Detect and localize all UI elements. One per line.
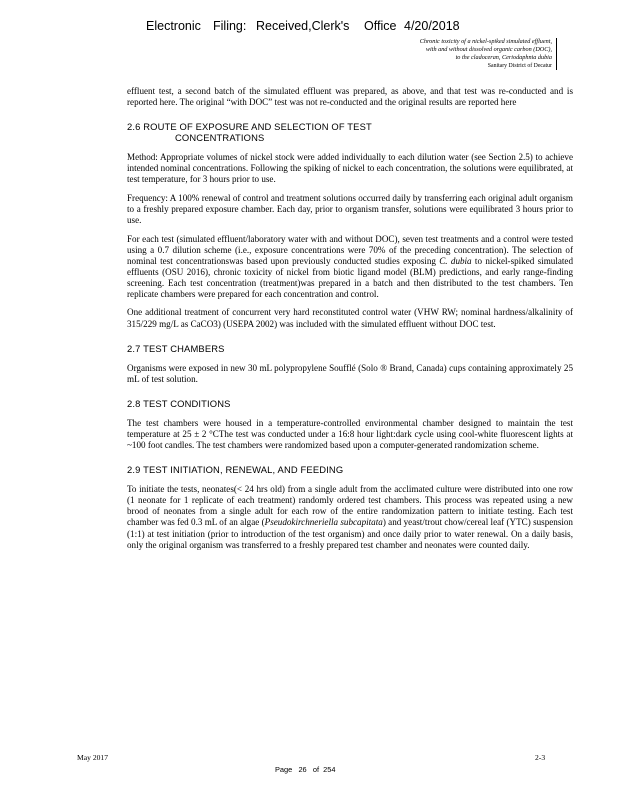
paragraph-initiation [127,484,573,551]
banner-date: 4/20/2018 [404,19,460,33]
header-note-line: with and without dissolved organic carbon (DOC), [425,46,552,53]
header-note-line: to the cladoceran, Ceriodaphnia dubia [455,54,552,61]
section-heading-line: CONCENTRATIONS [175,132,265,144]
section-heading-line: 2.6 ROUTE OF EXPOSURE AND SELECTION OF TEST [127,121,372,133]
footer-date: May 2017 [77,753,109,762]
paragraph-chambers: Organisms were exposed in new 30 mL polypropylene Soufflé (Solo ® Brand, Canada) cups containing approximately 25 mL of test solution. [127,362,573,384]
text-run: to nickel-spiked simulated effluents (OSU 2016), chronic toxicity of nickel from biotic ligand model (BLM) predictions, and early range-finding screening. Each test concentration (treatment)was prepared in a batch and then distributed to the test chambers. Ten replicate chambers were prepared for each concentration and control. [127,255,573,299]
footer-section-page: 2-3 [535,753,546,762]
section-heading-2-7: 2.7 TEST CHAMBERS [127,342,225,354]
banner-electronic: Electronic [146,19,201,33]
banner-received: Received,Clerk's [256,19,350,33]
text-run: ) and yeast/trout chow/cereal leaf (YTC) suspension (1:1) at test initiation (prior to introduction of the test organism) and once daily prior to water renewal. On a daily basis, only the original organism was transferred to a freshly prepared test chamber and neonates were counted daily. [127,517,573,550]
page-body [127,86,573,558]
page-number: 26 [298,765,307,774]
text-run: For each test (simulated effluent/laboratory water with and without DOC), seven test treatments and a control were tested using a 0.7 dilution scheme (i.e., exposure concentrations were 70% of the preceding concentration). The selection of nominal test concentrationswas based upon previously conducted studies exposing [127,233,573,266]
page-counter [275,765,335,774]
page-label: Page [275,765,293,774]
text-run: To initiate the tests, neonates(< 24 hrs old) from a single adult from the acclimated culture were distributed into one row (1 neonate for 1 replicate of each treatment) randomly ordered test chambers. This process was repeated using a new brood of neonates from a single adult for each row of the entire randomization pattern to initiate testing. Each test chamber was fed 0.3 mL of an algae ( [127,484,573,528]
banner-filing: Filing: [213,19,247,33]
algae-name: Pseudokirchneriella subcapitata [264,517,383,528]
paragraph-treatments [127,234,573,301]
section-heading-2-9: 2.9 TEST INITIATION, RENEWAL, AND FEEDING [127,464,344,476]
paragraph-conditions: The test chambers were housed in a temperature-controlled environmental chamber designed to maintain the test temperature at 25 ± 2 °CThe test was conducted under a 16:8 hour light:dark cycle using cool-white fluorescent lights at ~100 foot candles. The test chambers were randomized based upon a computer-generated randomization scheme. [127,417,573,451]
paragraph-frequency: Frequency: A 100% renewal of control and treatment solutions occurred daily by transferring each original adult organism to a freshly prepared exposure chamber. Each day, prior to organism transfer, solutions were equilibrated 3 hours prior to use. [127,192,573,226]
banner-office: Office [364,19,397,33]
species-name: C. dubia [439,255,472,266]
page-total: 254 [323,765,336,774]
header-note-line: Chronic toxicity of a nickel-spiked simulated effluent, [419,38,552,45]
header-note [352,38,557,70]
intro-paragraph: effluent test, a second batch of the simulated effluent was prepared, as above, and that test was re-conducted and is reported here. The original “with DOC” test was not re-conducted and the original results are reported here [127,86,573,108]
section-heading-2-6 [127,121,573,143]
paragraph-method: Method: Appropriate volumes of nickel stock were added individually to each dilution water (see Section 2.5) to achieve intended nominal concentrations. Following the spiking of nickel to each concentration, the solutions were equilibrated, at test temperature, for 3 hours prior to use. [127,152,573,185]
page-of-label: of [312,765,320,774]
header-note-org: Sanitary District of Decatur [487,63,552,69]
section-heading-2-8: 2.8 TEST CONDITIONS [127,397,231,409]
paragraph-control-water: One additional treatment of concurrent very hard reconstituted control water (VHW RW; nominal hardness/alkalinity of 315/229 mg/L as CaCO3) (USEPA 2002) was included with the simulated effluent without DOC test. [127,307,573,329]
